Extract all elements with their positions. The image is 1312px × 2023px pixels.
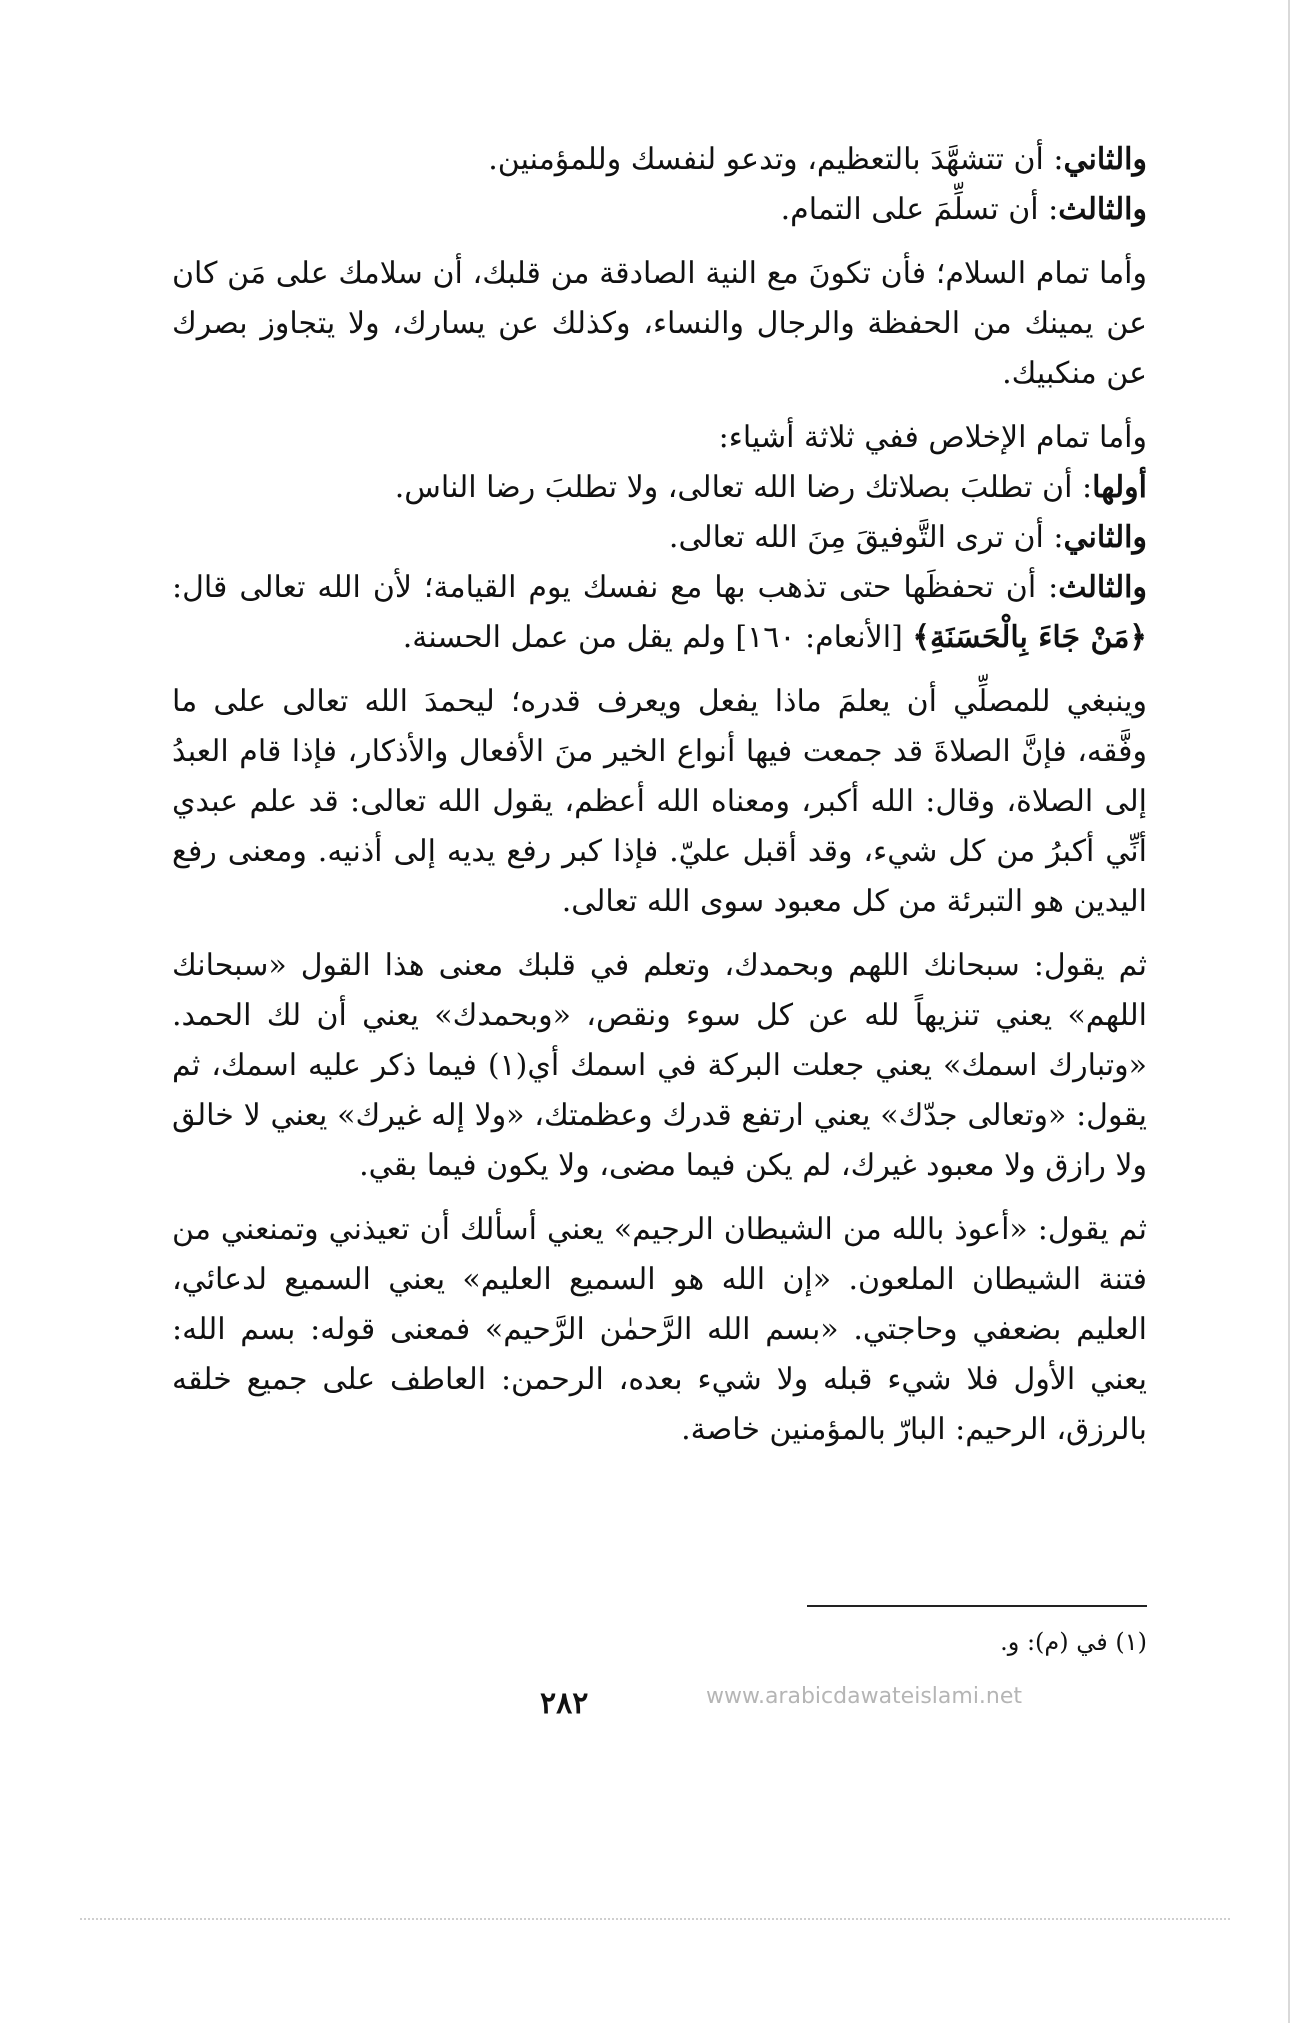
verse-followup-text: ولم يقل من عمل الحسنة.: [402, 620, 726, 655]
paragraph-7-lead: والثالث: [1058, 570, 1147, 605]
paragraph-2-lead: والثالث: [1058, 192, 1147, 227]
paragraph-4: [172, 413, 1147, 463]
footnote-divider: [807, 1605, 1147, 1607]
paragraph-1-text: : أن تتشهَّدَ بالتعظيم، وتدعو لنفسك وللمؤمنين.: [488, 142, 1064, 177]
footnote: (١) في (م): و.: [1000, 1628, 1147, 1656]
paragraph-6: [172, 513, 1147, 563]
scan-noise-dots: [80, 1918, 1230, 1920]
paragraph-5-text: : أن تطلبَ بصلاتك رضا الله تعالى، ولا تطلبَ رضا الناس.: [394, 470, 1093, 505]
paragraph-3: [172, 249, 1147, 399]
scan-edge-line: [1288, 0, 1290, 2023]
paragraph-3-text: وأما تمام السلام؛ فأن تكونَ مع النية الصادقة من قلبك، أن سلامك على مَن كان عن يمينك من الحفظة والرجال والنساء، وكذلك عن يسارك، ولا يتجاوز بصرك عن منكبيك.: [172, 256, 1147, 391]
paragraph-9-text: ثم يقول: سبحانك اللهم وبحمدك، وتعلم في قلبك معنى هذا القول «سبحانك اللهم» يعني تنزيهاً لله عن كل سوء ونقص، «وبحمدك» يعني أن لك الحمد. «وتبارك اسمك» يعني جعلت البركة في اسمك أي(١) فيما ذكر عليه اسمك، ثم يقول: «وتعالى جدّك» يعني ارتفع قدرك وعظمتك، «ولا إله غيرك» يعني لا خالق ولا رازق ولا معبود غيرك، لم يكن فيما مضى، ولا يكون فيما بقي.: [172, 948, 1147, 1183]
paragraph-10-text: ثم يقول: «أعوذ بالله من الشيطان الرجيم» يعني أسألك أن تعيذني وتمنعني من فتنة الشيطان الملعون. «إن الله هو السميع العليم» يعني السميع لدعائي، العليم بضعفي وحاجتي. «بسم الله الرَّحمٰن الرَّحيم» فمعنى قوله: بسم الله: يعني الأول فلا شيء قبله ولا شيء بعده، الرحمن: العاطف على جميع خلقه بالرزق، الرحيم: البارّ بالمؤمنين خاصة.: [172, 1212, 1147, 1447]
paragraph-8-text: وينبغي للمصلِّي أن يعلمَ ماذا يفعل ويعرف قدره؛ ليحمدَ الله تعالى على ما وفَّقه، فإنَّ الصلاةَ قد جمعت فيها أنواع الخير منَ الأفعال والأذكار، فإذا قام العبدُ إلى الصلاة، وقال: الله أكبر، ومعناه الله أعظم، يقول الله تعالى: قد علم عبدي أنِّي أكبرُ من كل شيء، وقد أقبل عليّ. فإذا كبر رفع يديه إلى أذنيه. ومعنى رفع اليدين هو التبرئة من كل معبود سوى الله تعالى.: [172, 684, 1148, 919]
paragraph-9: [172, 941, 1147, 1191]
paragraph-8: [172, 677, 1147, 927]
paragraph-10: [172, 1205, 1147, 1455]
paragraph-6-lead: والثاني: [1063, 520, 1147, 555]
paragraph-4-text: وأما تمام الإخلاص ففي ثلاثة أشياء:: [718, 420, 1147, 455]
page-number: ٢٨٢: [540, 1686, 589, 1721]
paragraph-6-text: : أن ترى التَّوفيقَ مِنَ الله تعالى.: [668, 520, 1064, 555]
paragraph-2: [172, 185, 1147, 235]
paragraph-7-text: : أن تحفظَها حتى تذهب بها مع نفسك يوم القيامة؛ لأن الله تعالى قال:: [172, 570, 1059, 605]
paragraph-5: [172, 463, 1147, 513]
quran-verse: ﴿مَنْ جَاءَ بِالْحَسَنَةِ﴾: [912, 620, 1147, 655]
paragraph-7: [172, 563, 1147, 663]
verse-reference: [الأنعام: ١٦٠]: [735, 620, 903, 655]
paragraph-2-text: : أن تسلِّمَ على التمام.: [780, 192, 1059, 227]
page-body: [172, 135, 1147, 1469]
paragraph-5-lead: أولها: [1092, 470, 1147, 505]
paragraph-1-lead: والثاني: [1063, 142, 1147, 177]
watermark-url: www.arabicdawateislami.net: [706, 1684, 1023, 1709]
paragraph-1: [172, 135, 1147, 185]
